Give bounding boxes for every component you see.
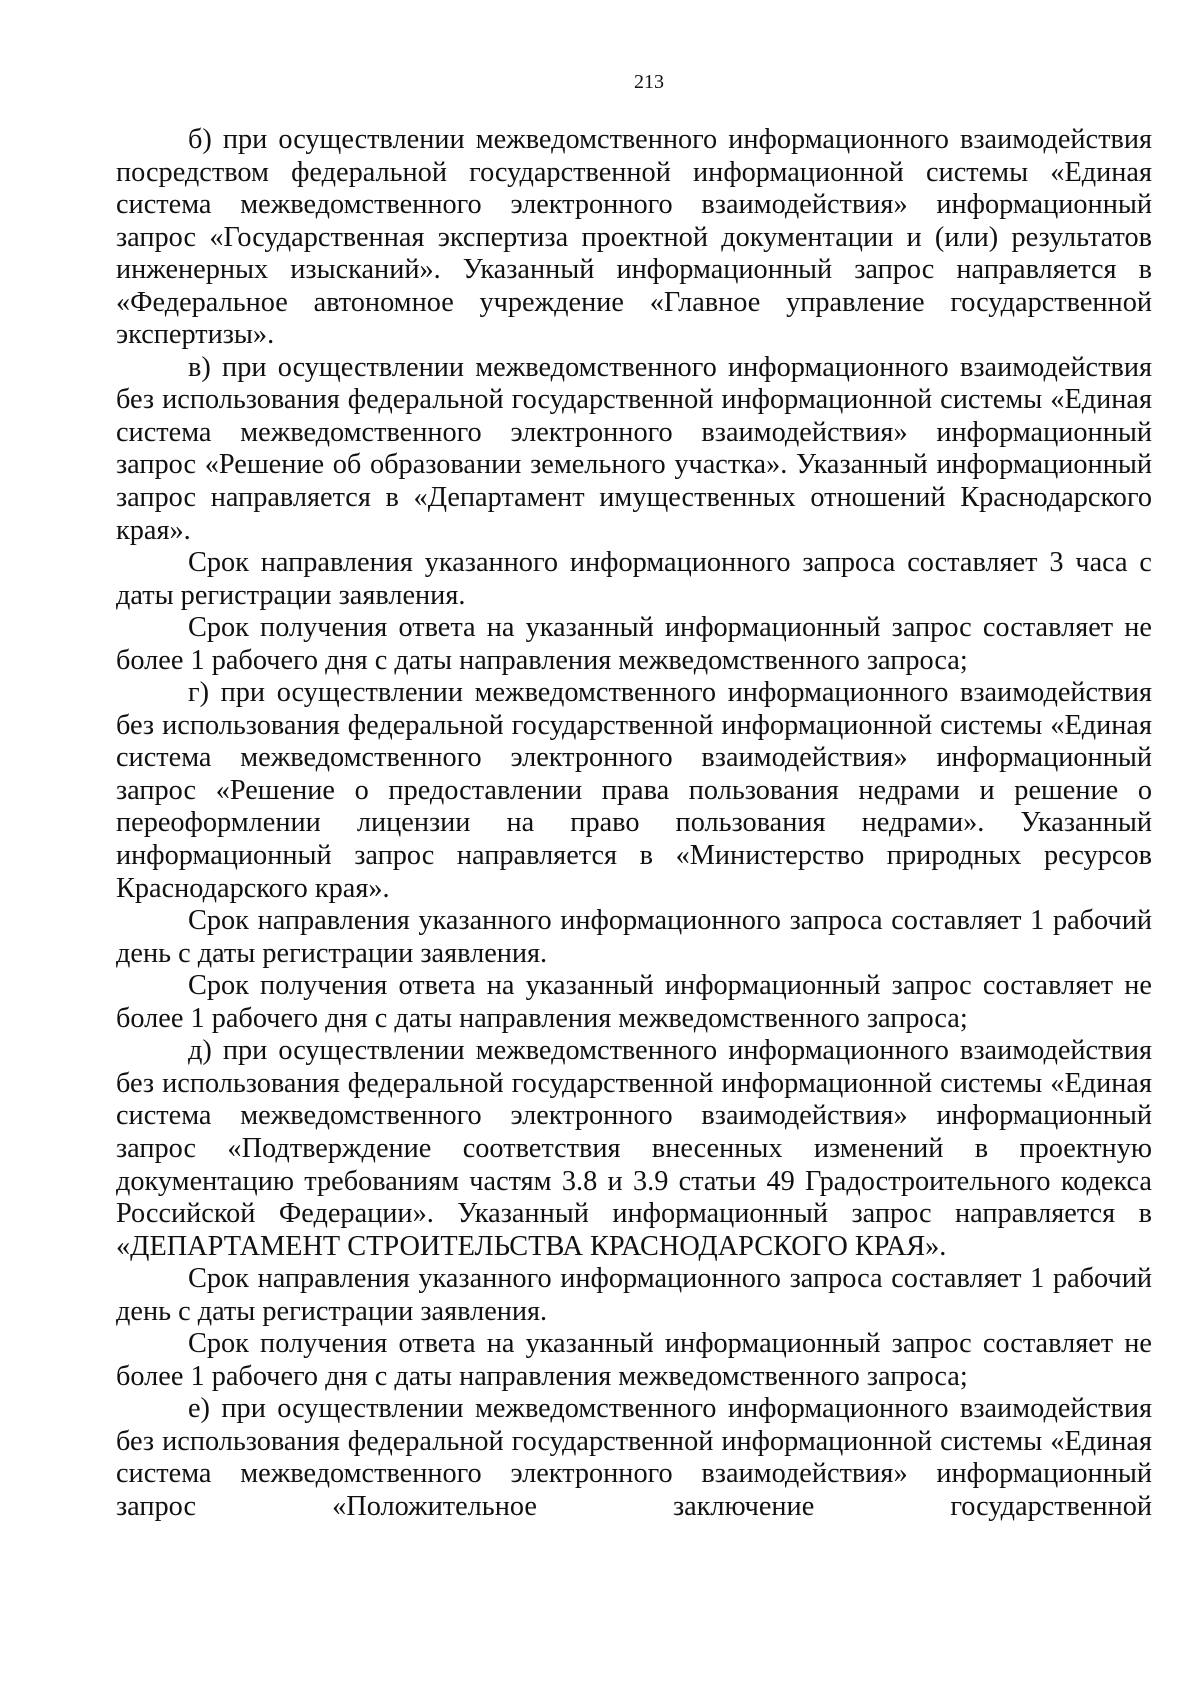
paragraph-g-response-deadline: Срок получения ответа на указанный информационный запрос составляет не более 1 рабочего дня с даты направления межведомственного запроса;	[116, 970, 1152, 1034]
paragraph-d-response-deadline: Срок получения ответа на указанный информационный запрос составляет не более 1 рабочего дня с даты направления межведомственного запроса;	[116, 1328, 1152, 1392]
paragraph-b: б) при осуществлении межведомственного информационного взаимодействия посредством федеральной государственной информационной системы «Единая система межведомственного электронного взаимодействия» информационный запрос «Государственная экспертиза проектной документации и (или) результатов инженерных изысканий». Указанный информационный запрос направляется в «Федеральное автономное учреждение «Главное управление государственной экспертизы».	[116, 124, 1152, 351]
paragraph-d-request-deadline: Срок направления указанного информационного запроса составляет 1 рабочий день с даты регистрации заявления.	[116, 1263, 1152, 1327]
paragraph-v: в) при осуществлении межведомственного информационного взаимодействия без использования федеральной государственной информационной системы «Единая система межведомственного электронного взаимодействия» информационный запрос «Решение об образовании земельного участка». Указанный информационный запрос направляется в «Департамент имущественных отношений Краснодарского края».	[116, 351, 1152, 546]
paragraph-v-response-deadline: Срок получения ответа на указанный информационный запрос составляет не более 1 рабочего дня с даты направления межведомственного запроса;	[116, 612, 1152, 676]
paragraph-g-request-deadline: Срок направления указанного информационного запроса составляет 1 рабочий день с даты регистрации заявления.	[116, 905, 1152, 969]
paragraph-g: г) при осуществлении межведомственного информационного взаимодействия без использования федеральной государственной информационной системы «Единая система межведомственного электронного взаимодействия» информационный запрос «Решение о предоставлении права пользования недрами и решение о переоформлении лицензии на право пользования недрами». Указанный информационный запрос направляется в «Министерство природных ресурсов Краснодарского края».	[116, 677, 1152, 904]
paragraph-e: е) при осуществлении межведомственного информационного взаимодействия без использования федеральной государственной информационной системы «Единая система межведомственного электронного взаимодействия» информационный запрос «Положительное заключение государственной	[116, 1393, 1152, 1522]
document-page	[116, 70, 1152, 1524]
page-number: 213	[634, 71, 664, 93]
paragraph-d: д) при осуществлении межведомственного информационного взаимодействия без использования федеральной государственной информационной системы «Единая система межведомственного электронного взаимодействия» информационный запрос «Подтверждение соответствия внесенных изменений в проектную документацию требованиям частям 3.8 и 3.9 статьи 49 Градостроительного кодекса Российской Федерации». Указанный информационный запрос направляется в «ДЕПАРТАМЕНТ СТРОИТЕЛЬСТВА КРАСНОДАРСКОГО КРАЯ».	[116, 1035, 1152, 1262]
paragraph-v-request-deadline: Срок направления указанного информационного запроса составляет 3 часа с даты регистрации заявления.	[116, 547, 1152, 611]
